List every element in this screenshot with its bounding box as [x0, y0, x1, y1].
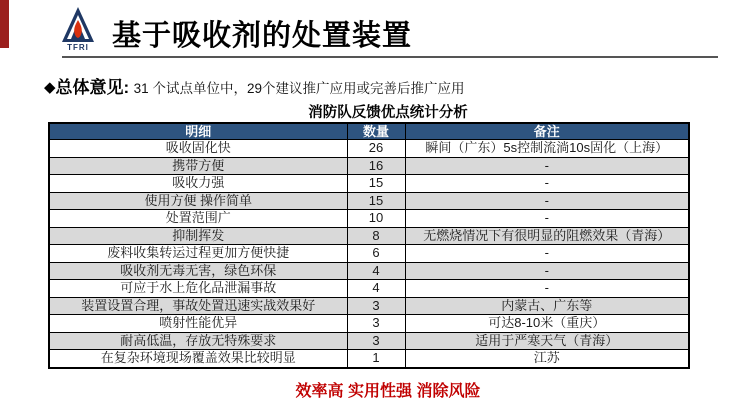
- count-cell: 15: [347, 175, 405, 193]
- title-underline: [62, 56, 718, 58]
- stats-table: [48, 122, 690, 369]
- diamond-bullet-icon: ◆: [44, 79, 56, 96]
- page-title: 基于吸收剂的处置装置: [112, 20, 413, 52]
- detail-cell: 喷射性能优异: [49, 315, 347, 333]
- table-title: 消防队反馈优点统计分析: [308, 105, 468, 121]
- remark-cell: 可达8-10米（重庆）: [405, 315, 689, 333]
- column-header-detail: 明细: [49, 123, 347, 140]
- remark-cell: 江苏: [405, 350, 689, 368]
- remark-cell: -: [405, 175, 689, 193]
- table-row: [49, 245, 689, 263]
- table-row: [49, 157, 689, 175]
- detail-cell: 处置范围广: [49, 210, 347, 228]
- footer-highlight: 效率高 实用性强 消除风险: [295, 383, 481, 400]
- remark-cell: 无燃烧情况下有很明显的阻燃效果（青海）: [405, 227, 689, 245]
- summary-text: 31 个试点单位中，29个建议推广应用或完善后推广应用: [133, 81, 465, 96]
- count-cell: 4: [347, 262, 405, 280]
- detail-cell: 可应于水上危化品泄漏事故: [49, 280, 347, 298]
- column-header-count: 数量: [347, 123, 405, 140]
- detail-cell: 抑制挥发: [49, 227, 347, 245]
- remark-cell: -: [405, 157, 689, 175]
- table-row: [49, 175, 689, 193]
- table-row: [49, 350, 689, 368]
- red-accent-bar: [0, 0, 9, 48]
- table-header-row: [49, 123, 689, 140]
- detail-cell: 使用方便 操作简单: [49, 192, 347, 210]
- remark-cell: -: [405, 280, 689, 298]
- count-cell: 3: [347, 297, 405, 315]
- table-row: [49, 210, 689, 228]
- tfri-logo: [61, 6, 95, 52]
- table-row: [49, 192, 689, 210]
- remark-cell: 适用于严寒天气（青海）: [405, 332, 689, 350]
- table-row: [49, 297, 689, 315]
- logo-text: TFRI: [67, 43, 89, 52]
- detail-cell: 携带方便: [49, 157, 347, 175]
- remark-cell: 内蒙古、广东等: [405, 297, 689, 315]
- detail-cell: 吸收力强: [49, 175, 347, 193]
- count-cell: 4: [347, 280, 405, 298]
- detail-cell: 废料收集转运过程更加方便快捷: [49, 245, 347, 263]
- count-cell: 10: [347, 210, 405, 228]
- count-cell: 1: [347, 350, 405, 368]
- count-cell: 6: [347, 245, 405, 263]
- count-cell: 26: [347, 140, 405, 158]
- count-cell: 3: [347, 332, 405, 350]
- table-row: [49, 262, 689, 280]
- remark-cell: -: [405, 245, 689, 263]
- summary-label: 总体意见:: [55, 78, 130, 97]
- detail-cell: 吸收固化快: [49, 140, 347, 158]
- remark-cell: -: [405, 192, 689, 210]
- table-row: [49, 227, 689, 245]
- remark-cell: 瞬间（广东）5s控制流淌10s固化（上海）: [405, 140, 689, 158]
- remark-cell: -: [405, 210, 689, 228]
- count-cell: 16: [347, 157, 405, 175]
- count-cell: 8: [347, 227, 405, 245]
- summary-line: [44, 73, 464, 98]
- column-header-remark: 备注: [405, 123, 689, 140]
- table-row: [49, 332, 689, 350]
- count-cell: 15: [347, 192, 405, 210]
- table-row: [49, 315, 689, 333]
- detail-cell: 吸收剂无毒无害，绿色环保: [49, 262, 347, 280]
- table-row: [49, 280, 689, 298]
- table-row: [49, 140, 689, 158]
- count-cell: 3: [347, 315, 405, 333]
- detail-cell: 在复杂环境现场覆盖效果比较明显: [49, 350, 347, 368]
- detail-cell: 装置设置合理，事故处置迅速实战效果好: [49, 297, 347, 315]
- detail-cell: 耐高低温，存放无特殊要求: [49, 332, 347, 350]
- remark-cell: -: [405, 262, 689, 280]
